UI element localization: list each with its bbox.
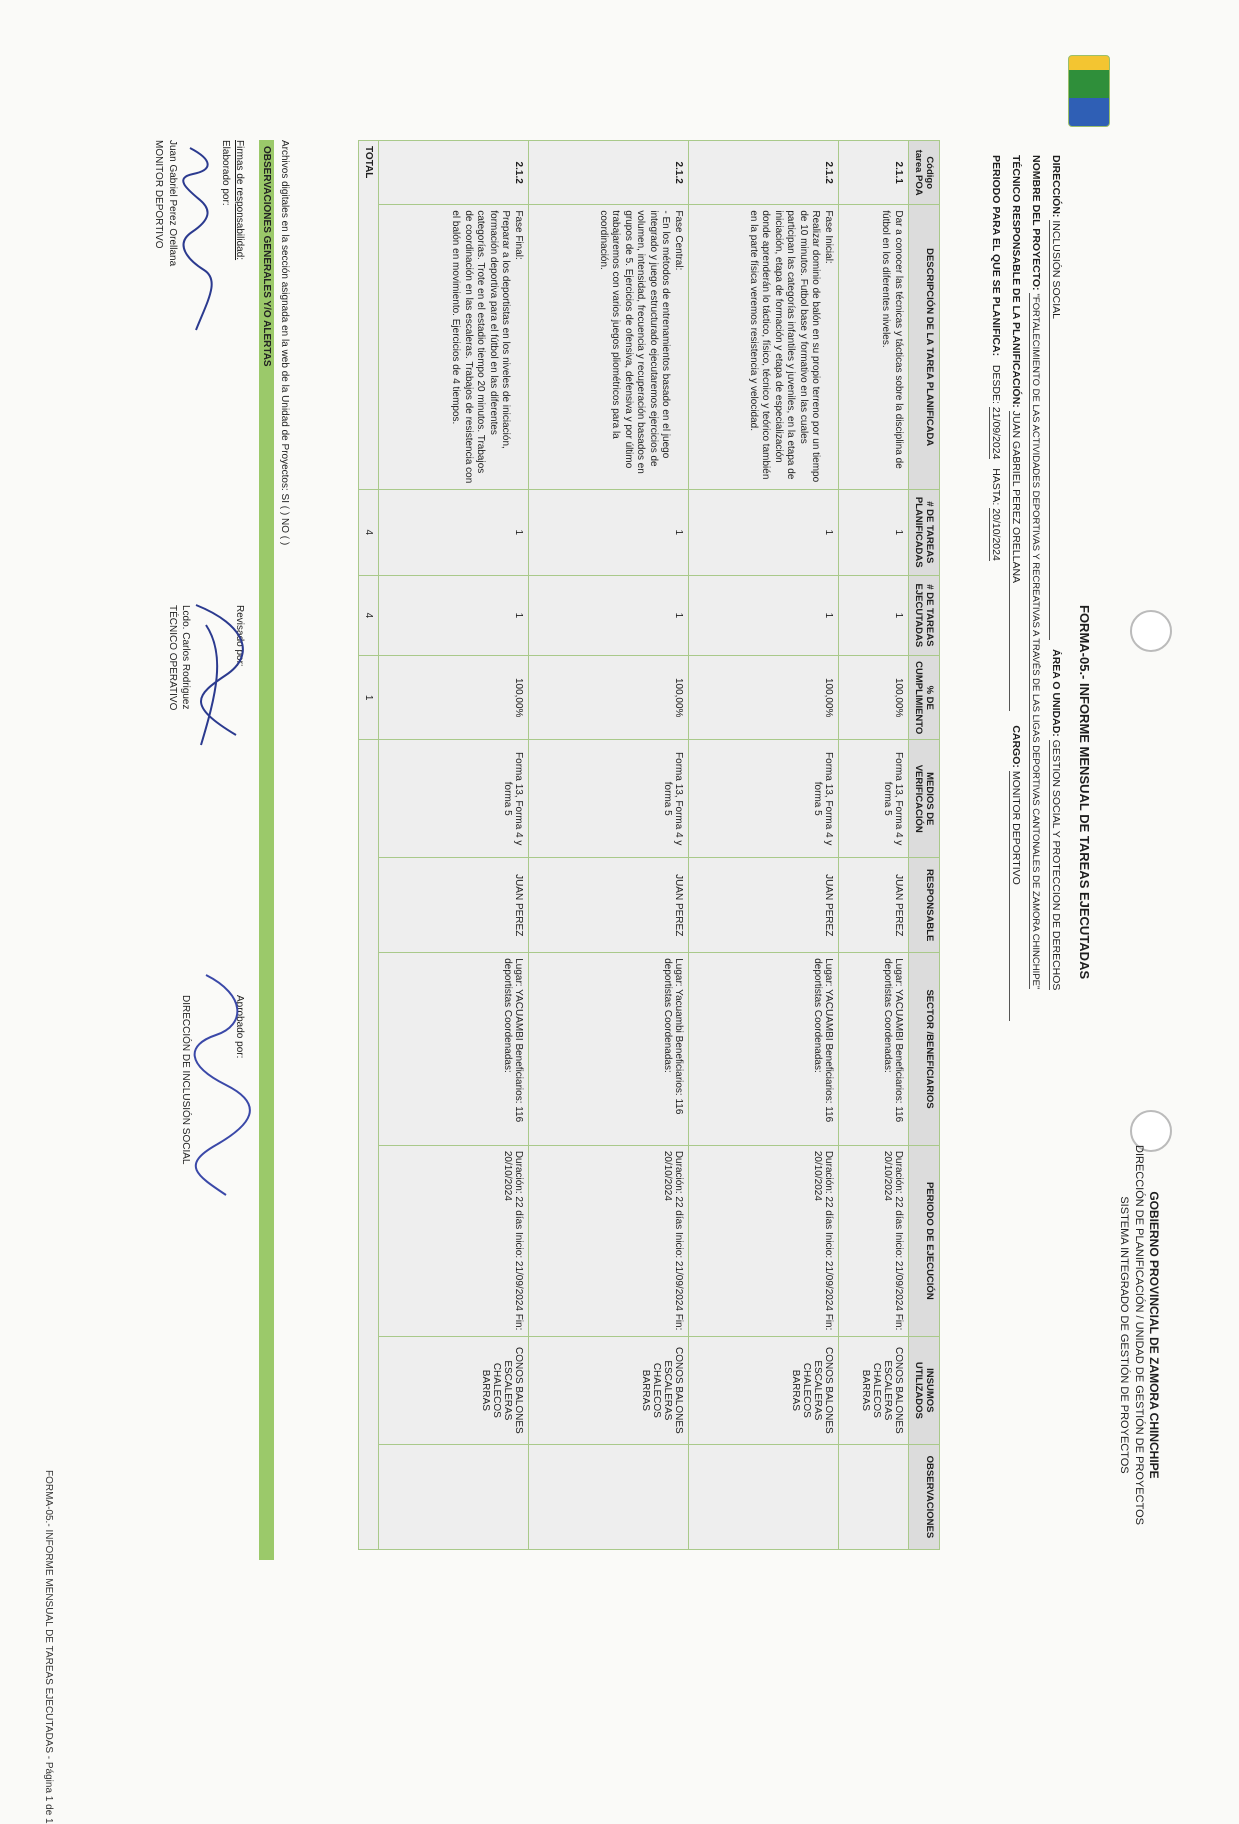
form-title: FORMA-05.- INFORME MENSUAL DE TAREAS EJECUTADAS [1077,605,1092,980]
task-planned: 1 [689,489,839,575]
tasks-table [358,140,940,1550]
task-responsible: JUAN PEREZ [529,858,689,953]
total-label: TOTAL [359,141,379,490]
task-percent: 100,00% [379,656,529,740]
task-obs [529,1444,689,1549]
col-header: DESCRIPCIÓN DE LA TAREA PLANIFICADA [909,205,940,490]
task-executed: 1 [529,575,689,656]
total-percent: 1 [359,656,379,740]
task-verification: Forma 13, Forma 4 y forma 5 [529,740,689,858]
total-planned: 4 [359,489,379,575]
task-executed: 1 [689,575,839,656]
signature-block-revisado [166,605,247,710]
tecnico-value: JUAN GABRIEL PEREZ ORELLANA [1009,411,1022,711]
task-executed: 1 [379,575,529,656]
org-name: GOBIERNO PROVINCIAL DE ZAMORA CHINCHIPE [1147,1191,1161,1479]
revisado-role: TÉCNICO OPERATIVO [167,605,178,711]
task-percent: 100,00% [529,656,689,740]
table-row [529,141,689,1550]
proyecto-row: NOMBRE DEL PROYECTO: "FORTALECIMIENTO DE LAS ACTIVIDADES DEPORTIVAS Y RECREATIVAS A TRAVÉS DE LAS LIGAS DEPORTIVAS CANTONALES DE ZAMORA CHINCHIPE" [1030,155,1042,990]
task-desc: Fase Final: Preparar a los deportistas en los niveles de iniciación, formación deportiva para el fútbol en las diferentes categorías. Trote en el estadio tiempo 20 minutos. Trabajos de coordinación en las escaleras. Trabajos de resistencia con el balón en movimiento. Ejercicios de 4 tiempos. [379,205,529,490]
direccion-value: INCLUSIÓN SOCIAL [1049,220,1062,640]
hasta-value: 20/10/2024 [990,508,1002,561]
table-row [689,141,839,1550]
col-header: # DE TAREAS PLANIFICADAS [909,489,940,575]
col-header: SECTOR /BENEFICIARIOS [909,953,940,1146]
total-executed: 4 [359,575,379,656]
handwritten-signature [178,140,218,340]
task-responsible: JUAN PEREZ [839,858,909,953]
direccion-row: DIRECCIÓN: INCLUSIÓN SOCIAL ÁREA O UNIDAD: GESTION SOCIAL Y PROTECCION DE DERECHOS [1050,155,1062,991]
task-sector: Lugar: YACUAMBI Beneficiarios: 116 deportistas Coordenadas: [689,953,839,1146]
task-executed: 1 [839,575,909,656]
col-header: Código tarea POA [909,141,940,205]
system-name: SISTEMA INTEGRADO DE GESTIÓN DE PROYECTOS [1117,1196,1130,1474]
tecnico-row: TÉCNICO RESPONSABLE DE LA PLANIFICACIÓN: JUAN GABRIEL PEREZ ORELLANA CARGO: MONITOR DEPORTIVO [1009,155,1022,1021]
signature-block-elaborado [152,140,246,266]
aprobado-label: Aprobado por: [234,995,245,1059]
table-row [839,141,909,1550]
provincial-logo [1068,55,1110,127]
col-header: PERIODO DE EJECUCIÓN [909,1145,940,1336]
task-code: 2.1.1 [839,141,909,205]
task-code: 2.1.2 [529,141,689,205]
task-obs [839,1444,909,1549]
task-supplies: CONOS BALONES ESCALERAS CHALECOS BARRAS [379,1336,529,1444]
task-desc: Fase Inicial: Realizar dominio de balón en su propio terreno por un tiempo de 10 minutos. Futbol base y formativo en las cuales participan las categorías infantiles y juveniles, en la etapa de iniciación, etapa de formación y etapa de especialización donde aprenderán lo táctico, físico, técnico y teórico también en la parte física veremos resistencia y velocidad. [689,205,839,490]
page-footer: FORMA-05.- INFORME MENSUAL DE TAREAS EJECUTADAS - Página 1 de 1 [43,1470,54,1824]
task-period: Duración: 22 días Inicio: 21/09/2024 Fin: 20/10/2024 [529,1145,689,1336]
task-obs [689,1444,839,1549]
task-planned: 1 [379,489,529,575]
digital-files-note: Archivos digitales en la sección asignada en la web de la Unidad de Proyectos: SI ( ) NO ( ) [279,140,290,546]
task-code: 2.1.2 [689,141,839,205]
task-sector: Lugar: Yacuambi Beneficiarios: 116 deportistas Coordenadas: [529,953,689,1146]
task-sector: Lugar: YACUAMBI Beneficiarios: 116 deportistas Coordenadas: [839,953,909,1146]
desde-value: 21/09/2024 [990,406,1002,460]
task-period: Duración: 22 días Inicio: 21/09/2024 Fin: 20/10/2024 [839,1145,909,1336]
firmas-label: Firmas de responsabilidad: [234,140,245,261]
col-header: MEDIOS DE VERIFICACIÓN [909,740,940,858]
task-obs [379,1444,529,1549]
proyecto-value: "FORTALECIMIENTO DE LAS ACTIVIDADES DEPORTIVAS Y RECREATIVAS A TRAVÉS DE LAS LIGAS DEPORTIVAS CANTONALES DE ZAMORA CHINCHIPE" [1030,293,1041,990]
elaborado-name: Juan Gabriel Perez Orellana [167,140,178,267]
dept-name: DIRECCIÓN DE PLANIFICACIÓN / UNIDAD DE GESTIÓN DE PROYECTOS [1132,1145,1145,1525]
col-header: INSUMOS UTILIZADOS [909,1336,940,1444]
task-supplies: CONOS BALONES ESCALERAS CHALECOS BARRAS [839,1336,909,1444]
document-header [1116,1045,1162,1625]
task-code: 2.1.2 [379,141,529,205]
revisado-name: Lcdo. Carlos Rodriguez [180,605,192,710]
col-header: # DE TAREAS EJECUTADAS [909,575,940,656]
elaborado-label: Elaborado por: [220,140,232,206]
handwritten-signature [176,965,256,1205]
task-period: Duración: 22 días Inicio: 21/09/2024 Fin: 20/10/2024 [379,1145,529,1336]
col-header: RESPONSABLE [909,858,940,953]
task-period: Duración: 22 días Inicio: 21/09/2024 Fin: 20/10/2024 [689,1145,839,1336]
total-row [359,141,379,1550]
task-responsible: JUAN PEREZ [689,858,839,953]
task-verification: Forma 13, Forma 4 y forma 5 [689,740,839,858]
task-supplies: CONOS BALONES ESCALERAS CHALECOS BARRAS [529,1336,689,1444]
aprobado-role: DIRECCIÓN DE INCLUSIÓN SOCIAL [180,995,192,1165]
elaborado-role: MONITOR DEPORTIVO [153,140,165,249]
handwritten-signature [176,585,256,765]
table-row [379,141,529,1550]
task-desc: Fase Central: - En los métodos de entrenamientos basado en el juego integrado y juego estructurado ejecutaremos ejercicios de volumen, intensidad, frecuencia y recuperación basados en grupos de 5. Ejercicios de ofensiva, defensiva y por último trabajaremos con varios juegos pliométricos para la coordinación. [529,205,689,490]
signature-block-aprobado [179,995,246,1164]
task-percent: 100,00% [839,656,909,740]
task-percent: 100,00% [689,656,839,740]
task-desc: Dar a conocer las técnicas y tácticas sobre la disciplina de fútbol en los diferentes niveles. [839,205,909,490]
task-supplies: CONOS BALONES ESCALERAS CHALECOS BARRAS [689,1336,839,1444]
rotated-form-page [150,45,1170,1645]
area-value: GESTION SOCIAL Y PROTECCION DE DERECHOS [1050,739,1062,991]
task-sector: Lugar: YACUAMBI Beneficiarios: 116 deportistas Coordenadas: [379,953,529,1146]
general-observations-bar: OBSERVACIONES GENERALES Y/O ALERTAS [259,140,274,1560]
task-verification: Forma 13, Forma 4 y forma 5 [839,740,909,858]
cargo-value: MONITOR DEPORTIVO [1009,771,1022,1021]
col-header: OBSERVACIONES [909,1444,940,1549]
periodo-row: PERIODO PARA EL QUE SE PLANIFICA: DESDE: 21/09/2024 HASTA: 20/10/2024 [990,155,1002,561]
revisado-label: Revisado por: [234,605,245,667]
task-planned: 1 [529,489,689,575]
task-verification: Forma 13, Forma 4 y forma 5 [379,740,529,858]
task-planned: 1 [839,489,909,575]
col-header: % DE CUMPLIMIENTO [909,656,940,740]
task-responsible: JUAN PEREZ [379,858,529,953]
table-header-row [909,141,940,1550]
